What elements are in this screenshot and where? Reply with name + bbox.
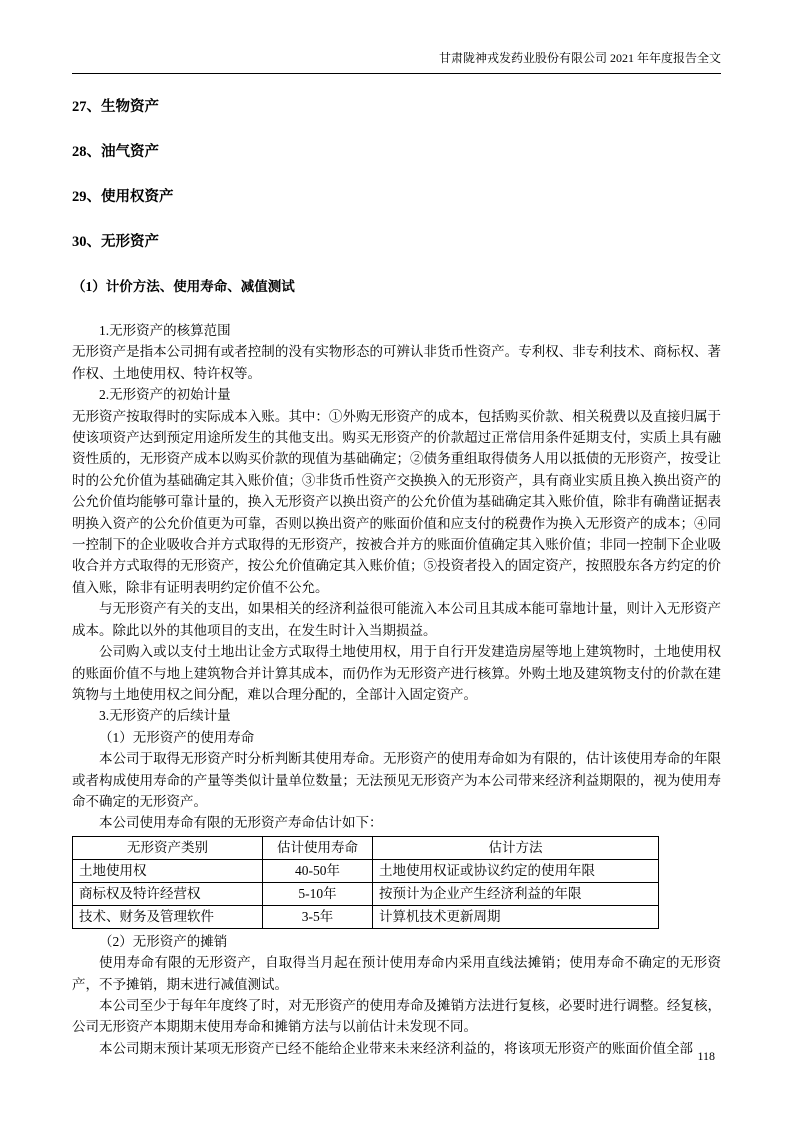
section-heading-29: 29、使用权资产 (72, 189, 174, 205)
section-heading-28: 28、油气资产 (72, 144, 159, 160)
paragraph: 1.无形资产的核算范围 (99, 323, 231, 338)
sub-heading-valuation: （1）计价方法、使用寿命、减值测试 (72, 279, 295, 294)
paragraph: 2.无形资产的初始计量 (99, 387, 231, 403)
paragraph: （1）无形资产的使用寿命 (99, 729, 255, 745)
page-number: 118 (697, 1049, 715, 1063)
section-heading-30: 30、无形资产 (72, 234, 159, 250)
table-cell: 计算机技术更新周期 (373, 905, 659, 928)
paragraph: 本公司期末预计某项无形资产已经不能给企业带来未来经济利益的，将该项无形资产的账面价值全部 (99, 1040, 693, 1056)
paragraph: 本公司至少于每年年度终了时，对无形资产的使用寿命及摊销方法进行复核，必要时进行调整。经复核，公司无形资产本期期末使用寿命和摊销方法与以前估计未发现不同。 (72, 997, 721, 1035)
table-cell: 商标权及特许经营权 (73, 882, 263, 905)
table-cell: 技术、财务及管理软件 (73, 905, 263, 928)
table-header-category: 无形资产类别 (73, 836, 263, 859)
paragraph: 3.无形资产的后续计量 (99, 708, 231, 724)
section-heading-27: 27、生物资产 (72, 99, 159, 115)
paragraph: 公司购入或以支付土地出让金方式取得土地使用权，用于自行开发建造房屋等地上建筑物时，土地使用权的账面价值不与地上建筑物合并计算其成本，而仍作为无形资产进行核算。外购土地及建筑物支付的价款在建筑物与土地使用权之间分配，难以合理分配的，全部计入固定资产。 (72, 644, 721, 702)
report-header-title: 甘肃陇神戎发药业股份有限公司 2021 年年度报告全文 (438, 51, 721, 65)
table-row (73, 859, 659, 882)
table-header-useful-life: 估计使用寿命 (263, 836, 373, 859)
table-header-method: 估计方法 (373, 836, 659, 859)
table-cell: 3-5年 (263, 905, 373, 928)
table-row (73, 905, 659, 928)
paragraph: 无形资产是指本公司拥有或者控制的没有实物形态的可辨认非货币性资产。专利权、非专利技术、商标权、著作权、土地使用权、特许权等。 (72, 344, 721, 381)
table-header-row (73, 836, 659, 859)
table-cell: 按预计为企业产生经济利益的年限 (373, 882, 659, 905)
table-cell: 土地使用权 (73, 859, 263, 882)
paragraph: （2）无形资产的摊销 (99, 933, 228, 949)
paragraph: 本公司使用寿命有限的无形资产寿命估计如下： (99, 815, 383, 831)
table-cell: 土地使用权证或协议约定的使用年限 (373, 859, 659, 882)
useful-life-table (72, 836, 659, 929)
paragraph: 使用寿命有限的无形资产，自取得当月起在预计使用寿命内采用直线法摊销；使用寿命不确定的无形资产，不予摊销，期末进行减值测试。 (72, 955, 721, 992)
paragraph: 本公司于取得无形资产时分析判断其使用寿命。无形资产的使用寿命如为有限的，估计该使用寿命的年限或者构成使用寿命的产量等类似计量单位数量；无法预见无形资产为本公司带来经济利益期限的，视为使用寿命不确定的无形资产。 (72, 751, 721, 809)
paragraph: 与无形资产有关的支出，如果相关的经济利益很可能流入本公司且其成本能可靠地计量，则计入无形资产成本。除此以外的其他项目的支出，在发生时计入当期损益。 (72, 601, 721, 638)
table-row (73, 882, 659, 905)
paragraph: 无形资产按取得时的实际成本入账。其中：①外购无形资产的成本，包括购买价款、相关税费以及直接归属于使该项资产达到预定用途所发生的其他支出。购买无形资产的价款超过正常信用条件延期支付，实质上具有融资性质的，无形资产成本以购买价款的现值为基础确定；②债务重组取得债务人用以抵债的无形资产，按受让时的公允价值为基础确定其入账价值；③非货币性资产交换换入的无形资产，具有商业实质且换入换出资产的公允价值均能够可靠计量的，换入无形资产以换出资产的公允价值为基础确定其入账价值，除非有确凿证据表明换入资产的公允价值更为可靠，否则以换出资产的账面价值和应支付的税费作为换入无形资产的成本；④同一控制下的企业吸收合并方式取得的无形资产，按被合并方的账面价值确定其入账价值；非同一控制下企业吸收合并方式取得的无形资产，按公允价值确定其入账价值；⑤投资者投入的固定资产，按照股东各方约定的价值入账，除非有证明表明约定价值不公允。 (72, 408, 721, 595)
report-header (72, 50, 721, 74)
body-text-block (72, 320, 721, 1059)
table-cell: 5-10年 (263, 882, 373, 905)
table-cell: 40-50年 (263, 859, 373, 882)
